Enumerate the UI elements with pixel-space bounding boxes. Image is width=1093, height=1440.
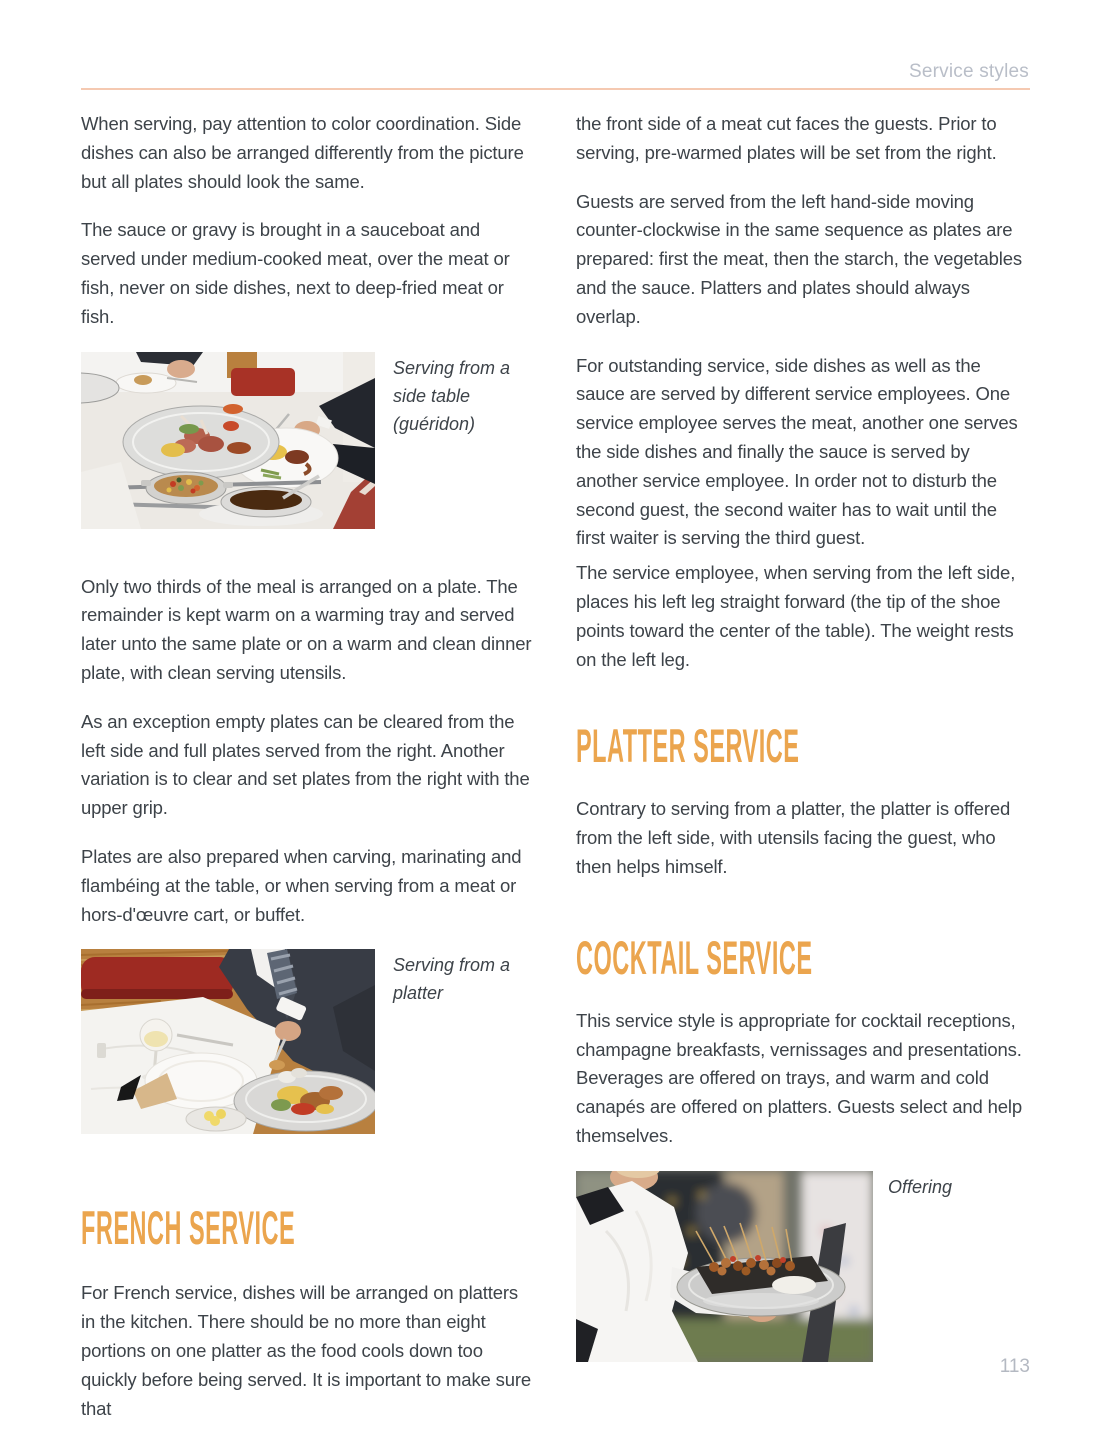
paragraph: The sauce or gravy is brought in a sauceboat and served under medium-cooked meat, over the meat or fish, never on side dishes, next to deep-fried meat or fish. xyxy=(81,219,510,327)
paragraph: Only two thirds of the meal is arranged on a plate. The remainder is kept warm on a warming tray and served later unto the same plate or on a warm and clean dinner plate, with clean serving utensils. xyxy=(81,575,532,683)
figure-caption: Serving from a platter xyxy=(393,955,511,1004)
paragraph: When serving, pay attention to color coordination. Side dishes can also be arranged differently from the picture but all plates should look the same. xyxy=(81,113,524,192)
heading-french-service: FRENCH SERVICE xyxy=(81,1201,296,1255)
header-rule xyxy=(81,88,1030,90)
paragraph: As an exception empty plates can be cleared from the left side and full plates served from the right. Another variation is to clear and set plates from the right with the upper grip. xyxy=(81,710,530,819)
page-number: 113 xyxy=(999,1356,1030,1377)
running-header: Service styles xyxy=(908,61,1029,82)
figure-offering xyxy=(576,1171,1030,1362)
paragraph: the front side of a meat cut faces the guests. Prior to serving, pre-warmed plates will be set from the right. xyxy=(576,113,997,163)
photo-gueridon-side-table xyxy=(81,352,375,529)
right-column xyxy=(576,110,1030,1362)
paragraph: For outstanding service, side dishes as well as the sauce are served by different service employees. One service employee serves the meat, another one serves the side dishes and finally the sauce is served by another service employee. In order not to disturb the second guest, the second waiter has to wait until the first waiter is serving the third guest. xyxy=(576,354,1018,549)
paragraph: Contrary to serving from a platter, the platter is offered from the left side, with utensils facing the guest, who then helps himself. xyxy=(576,798,1011,877)
heading-platter-service: PLATTER SERVICE xyxy=(576,719,800,773)
figure-gueridon xyxy=(81,352,535,529)
paragraph: Plates are also prepared when carving, marinating and flambéing at the table, or when serving from a meat or hors-d'œuvre cart, or buffet. xyxy=(81,845,522,925)
figure-platter xyxy=(81,949,535,1134)
figure-caption: Offering xyxy=(888,1176,953,1197)
heading-cocktail-service: COCKTAIL SERVICE xyxy=(576,930,813,984)
paragraph: Guests are served from the left hand-side moving counter-clockwise in the same sequence as plates are prepared: first the meat, then the starch, the vegetables and the sauce. Platters and plates should always overlap. xyxy=(576,190,1022,327)
paragraph: This service style is appropriate for cocktail receptions, champagne breakfasts, vernissages and presentations. Beverages are offered on trays, and warm and cold canapés are offered on platters. Guests select and help themselves. xyxy=(576,1009,1022,1146)
figure-caption: Serving from a side table (guéridon) xyxy=(393,357,511,434)
photo-serving-from-platter xyxy=(81,949,375,1134)
left-column xyxy=(81,110,535,1440)
paragraph: For French service, dishes will be arranged on platters in the kitchen. There should be no more than eight portions on one platter as the food cools down too quickly before being served. It is important to make sure that xyxy=(81,1282,532,1419)
paragraph: The service employee, when serving from the left side, places his left leg straight forward (the tip of the shoe points toward the center of the table). The weight rests on the left leg. xyxy=(576,562,1016,670)
photo-offering-canapes xyxy=(576,1171,873,1362)
